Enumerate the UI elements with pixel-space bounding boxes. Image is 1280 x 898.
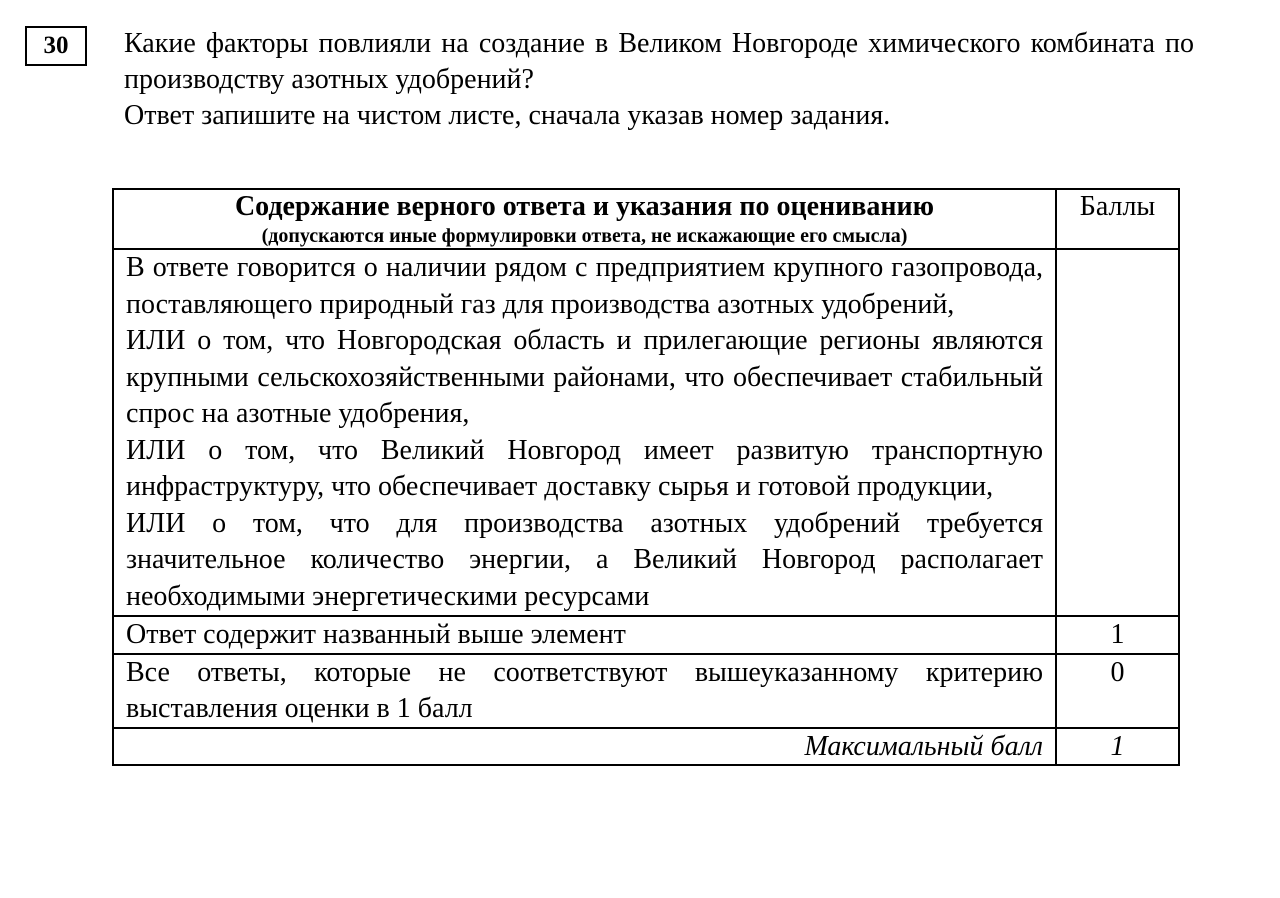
answer-paragraph: ИЛИ о том, что Новгородская область и прилегающие регионы являются крупными сельскохозяйственными районами, что обеспечивает стабильный спрос на азотные удобрения, — [126, 325, 1043, 429]
criterion-text: Все ответы, которые не соответствуют вышеуказанному критерию выставления оценки в 1 балл — [113, 654, 1056, 728]
rubric-header-score: Баллы — [1056, 189, 1179, 249]
rubric-criterion-row — [113, 616, 1179, 654]
answer-paragraph: ИЛИ о том, что Великий Новгород имеет развитую транспортную инфраструктуру, что обеспечивает доставку сырья и готовой продукции, — [126, 434, 1043, 502]
criterion-score: 1 — [1056, 616, 1179, 654]
rubric-header-content — [113, 189, 1056, 249]
answer-paragraph: В ответе говорится о наличии рядом с предприятием крупного газопровода, поставляющего природный газ для производства азотных удобрений, — [126, 252, 1043, 320]
question-line: Какие факторы повлияли на создание в Великом Новгороде химического комбината по производству азотных удобрений? — [124, 28, 1194, 95]
rubric-header-row — [113, 189, 1179, 249]
question-instruction: Ответ запишите на чистом листе, сначала указав номер задания. — [124, 100, 891, 131]
criterion-text: Ответ содержит названный выше элемент — [113, 616, 1056, 654]
task-number: 30 — [25, 26, 87, 66]
answer-paragraph: ИЛИ о том, что для производства азотных удобрений требуется значительное количество энергии, а Великий Новгород располагает необходимыми энергетическими ресурсами — [126, 507, 1043, 612]
rubric-header-note: (допускаются иные формулировки ответа, не искажающие его смысла) — [261, 225, 908, 247]
criterion-score: 0 — [1056, 654, 1179, 728]
rubric-max-row — [113, 728, 1179, 765]
rubric-answer-row — [113, 249, 1179, 616]
rubric-table — [112, 188, 1180, 766]
rubric-answer-content — [113, 249, 1056, 616]
question-text — [124, 26, 1194, 134]
max-score-value: 1 — [1056, 728, 1179, 765]
rubric-header-title: Содержание верного ответа и указания по оцениванию — [234, 191, 935, 222]
rubric-answer-score — [1056, 249, 1179, 616]
max-score-label: Максимальный балл — [113, 728, 1056, 765]
rubric-criterion-row — [113, 654, 1179, 728]
